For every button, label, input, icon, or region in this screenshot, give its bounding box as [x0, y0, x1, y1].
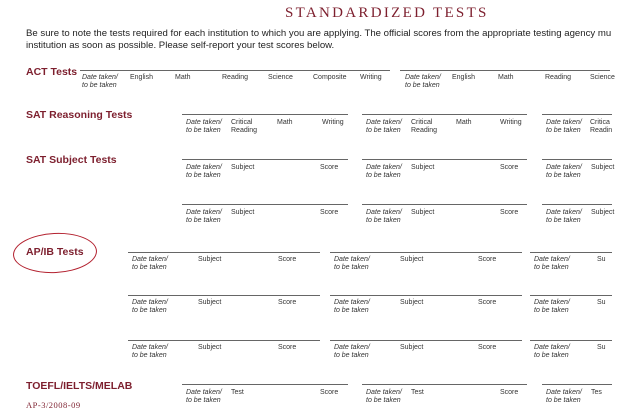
- toefl-line-1: [182, 384, 348, 385]
- ap-ib-row2-score-2: Score: [478, 299, 497, 306]
- ap-ib-row2-score-1: Score: [278, 299, 297, 306]
- form-code-footer: AP-3/2008-09: [26, 400, 81, 410]
- ap-ib-row3-subject-2: Subject: [400, 344, 424, 351]
- act-field-writing: Writing: [360, 74, 382, 81]
- sat-reasoning-date-label: Date taken/ to be taken: [186, 119, 222, 134]
- sat-subject-row1-line-1: [182, 159, 348, 160]
- sat-reasoning-line-3: [542, 114, 612, 115]
- toefl-date-2: Date taken/ to be taken: [366, 389, 402, 404]
- instructions-line-2: institution as soon as possible. Please self-report your test scores below.: [26, 40, 335, 51]
- toefl-date-1: Date taken/ to be taken: [186, 389, 222, 404]
- act-date-label-2: Date taken/ to be taken: [405, 74, 441, 89]
- ap-ib-row3-score-2: Score: [478, 344, 497, 351]
- ap-ib-row2-line-1: [128, 295, 320, 296]
- instructions-line-1: Be sure to note the tests required for each institution to which you are applying. The official scores from the appropriate testing agency mu: [26, 28, 612, 39]
- sat-reasoning-line-1: [182, 114, 348, 115]
- ap-ib-row2-line-2: [330, 295, 522, 296]
- toefl-date-3: Date taken/ to be taken: [546, 389, 582, 404]
- sat-reasoning-field-critical-reading: Critical Reading: [231, 119, 258, 134]
- act-field-math: Math: [175, 74, 191, 81]
- toefl-test-1: Test: [231, 389, 244, 396]
- act-field-science: Science: [268, 74, 293, 81]
- sat-subject-row1-score-1: Score: [320, 164, 339, 171]
- ap-ib-row3-score-1: Score: [278, 344, 297, 351]
- page-title: STANDARDIZED TESTS: [285, 5, 489, 21]
- sat-subject-row2-subject-1: Subject: [231, 209, 255, 216]
- sat-subject-row2-date-3: Date taken/ to be taken: [546, 209, 582, 224]
- ap-ib-row1-line-1: [128, 252, 320, 253]
- sat-subject-row1-subject-3: Subject: [591, 164, 615, 171]
- toefl-line-2: [362, 384, 527, 385]
- sat-subject-row2-subject-2: Subject: [411, 209, 435, 216]
- sat-subject-row1-date-2: Date taken/ to be taken: [366, 164, 402, 179]
- ap-ib-row1-date-2: Date taken/ to be taken: [334, 256, 370, 271]
- section-title-act: ACT Tests: [26, 66, 78, 78]
- ap-ib-row2-subject-3: Su: [597, 299, 606, 306]
- ap-ib-row2-date-2: Date taken/ to be taken: [334, 299, 370, 314]
- sat-subject-row1-line-3: [542, 159, 612, 160]
- act-field-math-2: Math: [498, 74, 514, 81]
- act-field-english-2: English: [452, 74, 475, 81]
- ap-ib-row1-date-1: Date taken/ to be taken: [132, 256, 168, 271]
- sat-reasoning-date-label-3: Date taken/ to be taken: [546, 119, 582, 134]
- ap-ib-row1-line-3: [530, 252, 612, 253]
- ap-ib-row2-line-3: [530, 295, 612, 296]
- sat-reasoning-field-math: Math: [277, 119, 293, 126]
- act-field-english: English: [130, 74, 153, 81]
- toefl-score-1: Score: [320, 389, 339, 396]
- act-field-science-2: Science: [590, 74, 615, 81]
- ap-ib-row1-score-2: Score: [478, 256, 497, 263]
- sat-subject-row2-score-2: Score: [500, 209, 519, 216]
- ap-ib-row2-subject-1: Subject: [198, 299, 222, 306]
- section-title-toefl: TOEFL/IELTS/MELAB: [26, 380, 133, 392]
- ap-ib-row2-subject-2: Subject: [400, 299, 424, 306]
- sat-subject-row1-date-1: Date taken/ to be taken: [186, 164, 222, 179]
- sat-reasoning-date-label-2: Date taken/ to be taken: [366, 119, 402, 134]
- sat-subject-row2-line-3: [542, 204, 612, 205]
- ap-ib-row1-date-3: Date taken/ to be taken: [534, 256, 570, 271]
- act-line-1: [80, 70, 390, 71]
- ap-ib-row3-date-2: Date taken/ to be taken: [334, 344, 370, 359]
- ap-ib-row1-line-2: [330, 252, 522, 253]
- act-field-reading-2: Reading: [545, 74, 572, 81]
- instructions: [26, 28, 617, 52]
- ap-ib-row3-line-2: [330, 340, 522, 341]
- sat-reasoning-field-math-2: Math: [456, 119, 472, 126]
- ap-ib-row1-score-1: Score: [278, 256, 297, 263]
- sat-subject-row2-line-1: [182, 204, 348, 205]
- sat-subject-row1-subject-1: Subject: [231, 164, 255, 171]
- sat-subject-row2-date-1: Date taken/ to be taken: [186, 209, 222, 224]
- ap-ib-row3-subject-3: Su: [597, 344, 606, 351]
- act-line-2: [400, 70, 610, 71]
- ap-ib-row1-subject-2: Subject: [400, 256, 424, 263]
- sat-subject-row1-score-2: Score: [500, 164, 519, 171]
- ap-ib-row3-subject-1: Subject: [198, 344, 222, 351]
- ap-ib-row1-subject-1: Subject: [198, 256, 222, 263]
- sat-subject-row1-subject-2: Subject: [411, 164, 435, 171]
- act-field-composite: Composite: [313, 74, 347, 81]
- toefl-score-2: Score: [500, 389, 519, 396]
- sat-reasoning-field-critical-reading-2: Critical Reading: [411, 119, 438, 134]
- toefl-test-3: Tes: [591, 389, 602, 396]
- toefl-test-2: Test: [411, 389, 424, 396]
- section-title-sat-subject: SAT Subject Tests: [26, 154, 117, 166]
- ap-ib-row3-line-1: [128, 340, 320, 341]
- section-title-sat-reasoning: SAT Reasoning Tests: [26, 109, 133, 121]
- ap-ib-row3-line-3: [530, 340, 612, 341]
- ap-ib-row1-subject-3: Su: [597, 256, 606, 263]
- ap-ib-row3-date-3: Date taken/ to be taken: [534, 344, 570, 359]
- ap-ib-row3-date-1: Date taken/ to be taken: [132, 344, 168, 359]
- act-field-reading: Reading: [222, 74, 249, 81]
- sat-reasoning-field-critical-reading-3: Critica Readin: [590, 119, 613, 134]
- ap-ib-row2-date-3: Date taken/ to be taken: [534, 299, 570, 314]
- sat-reasoning-line-2: [362, 114, 527, 115]
- sat-reasoning-field-writing: Writing: [322, 119, 344, 126]
- sat-subject-row2-subject-3: Subject: [591, 209, 615, 216]
- sat-reasoning-field-writing-2: Writing: [500, 119, 522, 126]
- ap-ib-row2-date-1: Date taken/ to be taken: [132, 299, 168, 314]
- sat-subject-row2-score-1: Score: [320, 209, 339, 216]
- act-date-label: Date taken/ to be taken: [82, 74, 118, 89]
- sat-subject-row2-date-2: Date taken/ to be taken: [366, 209, 402, 224]
- section-title-ap-ib: AP/IB Tests: [26, 246, 84, 258]
- toefl-line-3: [542, 384, 612, 385]
- sat-subject-row1-line-2: [362, 159, 527, 160]
- sat-subject-row1-date-3: Date taken/ to be taken: [546, 164, 582, 179]
- sat-subject-row2-line-2: [362, 204, 527, 205]
